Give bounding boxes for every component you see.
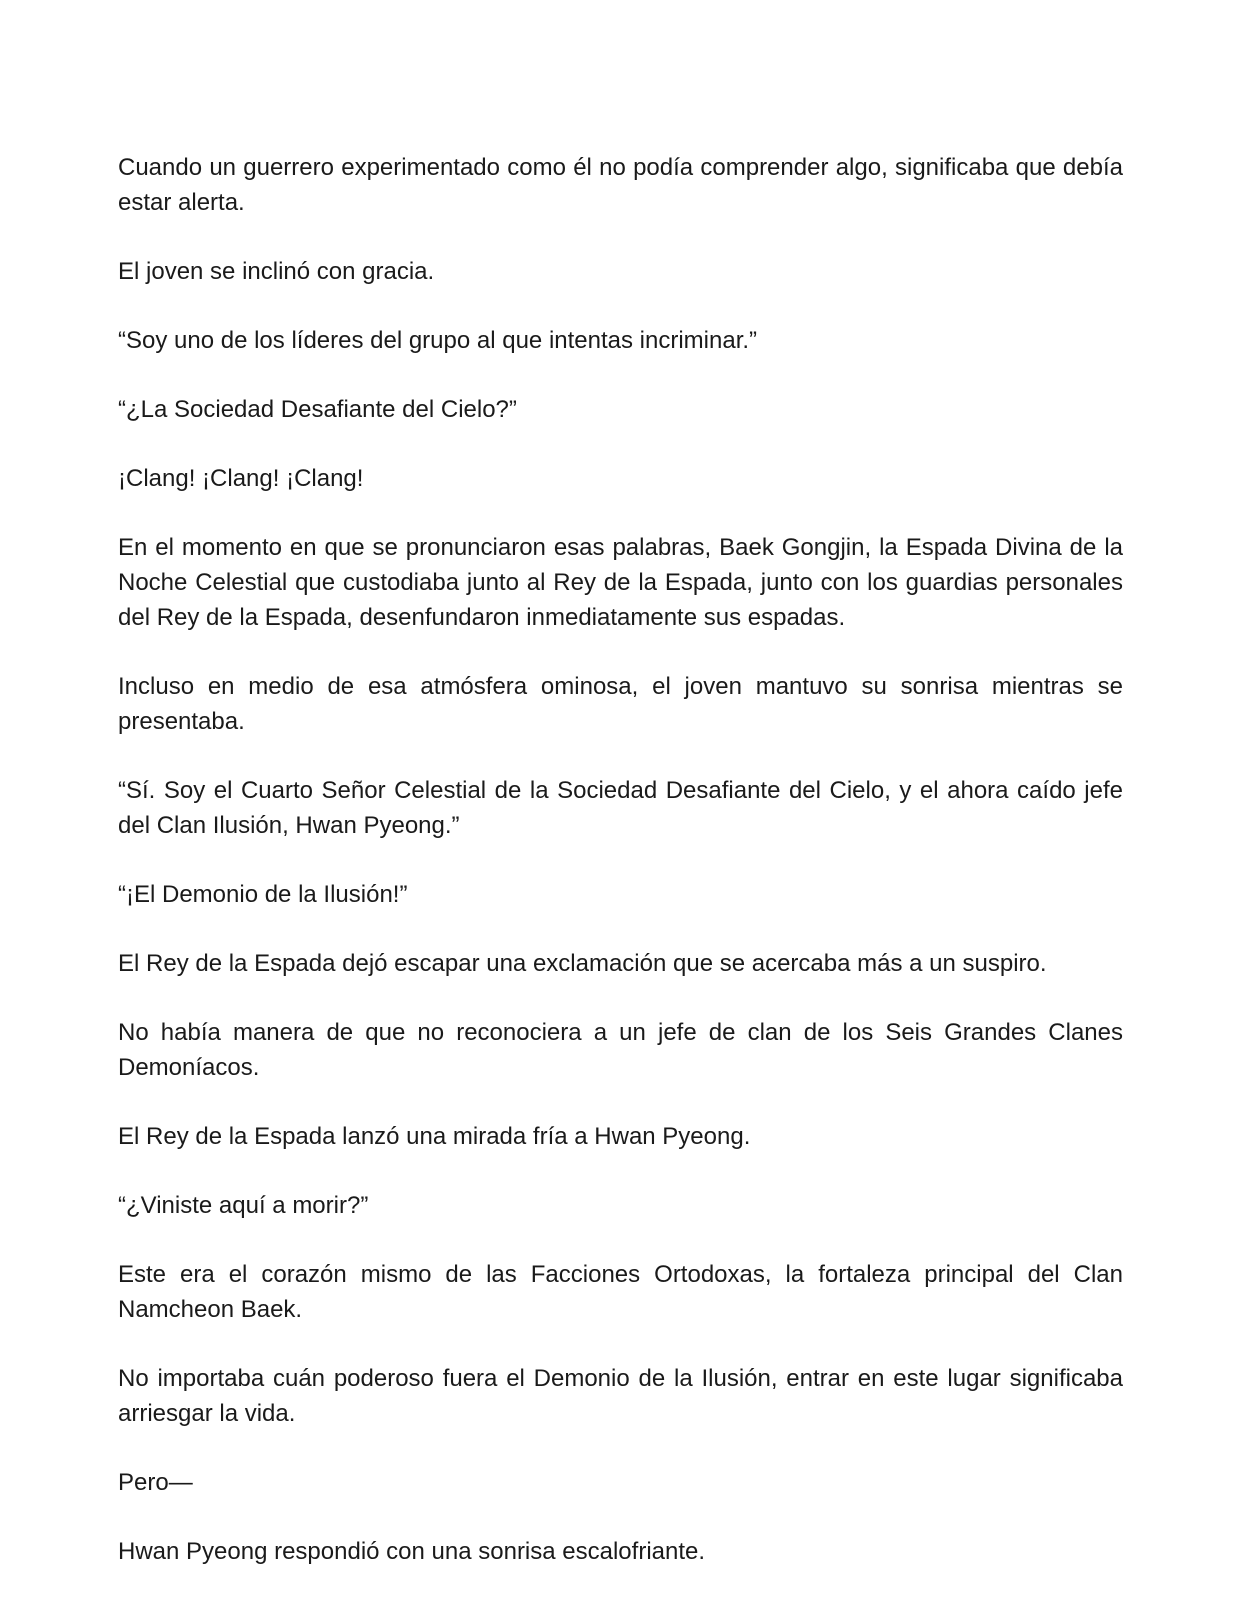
paragraph: ¡Clang! ¡Clang! ¡Clang! [118,465,364,492]
paragraph: Pero— [118,1469,193,1496]
paragraph: “¿Viniste aquí a morir?” [118,1192,369,1219]
paragraph: “¿La Sociedad Desafiante del Cielo?” [118,396,517,423]
paragraph: El Rey de la Espada lanzó una mirada fría a Hwan Pyeong. [118,1123,751,1150]
paragraph: No importaba cuán poderoso fuera el Demonio de la Ilusión, entrar en este lugar significaba arriesgar la vida. [118,1365,1123,1427]
paragraph: El joven se inclinó con gracia. [118,258,435,285]
paragraph: “Soy uno de los líderes del grupo al que intentas incriminar.” [118,327,758,354]
paragraph: En el momento en que se pronunciaron esas palabras, Baek Gongjin, la Espada Divina de la Noche Celestial que custodiaba junto al Rey de la Espada, junto con los guardias personales del Rey de la Espada, desenfundaron inmediatamente sus espadas. [118,534,1123,631]
paragraph: “¡El Demonio de la Ilusión!” [118,881,408,908]
document-page [118,150,1123,1603]
paragraph: Hwan Pyeong respondió con una sonrisa escalofriante. [118,1538,706,1565]
paragraph: El Rey de la Espada dejó escapar una exclamación que se acercaba más a un suspiro. [118,950,1047,977]
paragraph: Este era el corazón mismo de las Facciones Ortodoxas, la fortaleza principal del Clan Namcheon Baek. [118,1261,1123,1323]
paragraph: No había manera de que no reconociera a un jefe de clan de los Seis Grandes Clanes Demoníacos. [118,1019,1123,1081]
paragraph: Incluso en medio de esa atmósfera ominosa, el joven mantuvo su sonrisa mientras se presentaba. [118,673,1123,735]
paragraph: Cuando un guerrero experimentado como él no podía comprender algo, significaba que debía estar alerta. [118,154,1123,216]
paragraph: “Sí. Soy el Cuarto Señor Celestial de la Sociedad Desafiante del Cielo, y el ahora caído jefe del Clan Ilusión, Hwan Pyeong.” [118,777,1123,839]
